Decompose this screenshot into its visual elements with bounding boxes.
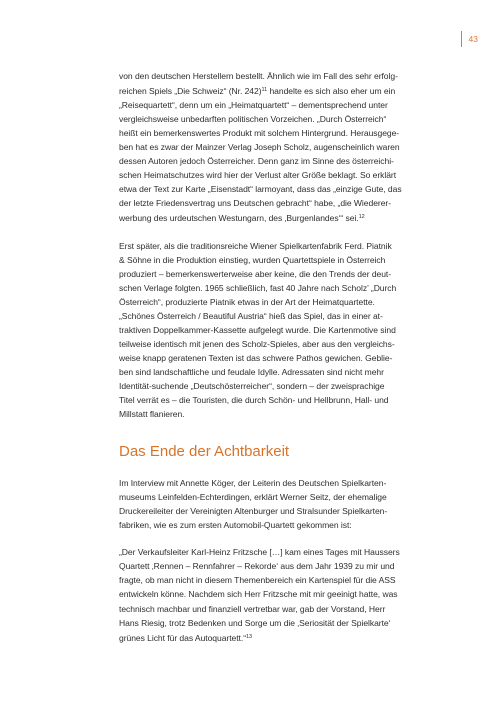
paragraph-2 [119, 239, 464, 422]
text-line: heißt ein bemerkenswertes Produkt mit solchem Hintergrund. Herausgege- [119, 128, 400, 139]
text-line: Millstatt flanieren. [119, 409, 185, 420]
text-line: Österreich“, produzierte Piatnik etwas in der Art der Heimatquartette. [119, 296, 375, 307]
text-column [119, 69, 464, 645]
section-heading: Das Ende der Achtbarkeit [119, 443, 290, 461]
text-line: Im Interview mit Annette Köger, der Leiterin des Deutschen Spielkarten- [119, 478, 387, 489]
text-line: Quartett ‚Rennen – Rennfahrer – Rekorde‘ aus dem Jahr 1939 zu mir und [119, 561, 395, 572]
text-line: „Reisequartett“, denn um ein „Heimatquartett“ – dementsprechend unter [119, 100, 388, 111]
quote-paragraph [119, 545, 464, 644]
text-line: ben sind landschaftliche und feudale Idylle. Adressaten sind nicht mehr [119, 366, 384, 377]
text-line: grünes Licht für das Autoquartett.“ [119, 632, 247, 643]
text-line: werbung des urdeutschen Westungarn, des ‚Burgenlandes‘“ sei. [119, 213, 359, 224]
text-line: „Schönes Österreich / Beautiful Austria“ hieß das Spiel, das in einer at- [119, 310, 383, 321]
footnote-ref[interactable]: 13 [246, 633, 253, 640]
text-line: fabriken, wie es zum ersten Automobil-Quartett gekommen ist: [119, 520, 352, 531]
text-line: dessen Autoren jedoch Österreicher. Denn ganz im Sinne des österreichi- [119, 156, 394, 167]
text-line: reichen Spiels „Die Schweiz“ (Nr. 242) [119, 86, 262, 97]
text-line: von den deutschen Herstellern bestellt. Ähnlich wie im Fall des sehr erfolg- [119, 71, 398, 81]
text-line: traktiven Doppelkammer-Kassette aufgelegt wurde. Die Kartenmotive sind [119, 324, 396, 335]
text-line: schen Verlage folgten. 1965 schließlich, fast 40 Jahre nach Scholz’ „Durch [119, 282, 397, 293]
text-line: museums Leinfelden-Echterdingen, erklärt Werner Seitz, der ehemalige [119, 492, 387, 503]
paragraph-3 [119, 476, 464, 532]
text-line: weise knapp geratenen Texten ist das schwere Pathos gewichen. Geblie- [119, 352, 393, 363]
text-line: Identität-suchende „Deutschösterreicher“, sondern – der zweisprachige [119, 380, 385, 391]
footnote-ref[interactable]: 11 [261, 87, 268, 94]
text-line: technisch machbar und finanziell vertretbar war, gab der Vorstand, Herr [119, 603, 386, 614]
text-line: entwickeln könne. Nachdem sich Herr Fritzsche mit mir geeinigt hatte, was [119, 589, 398, 600]
text-line: Erst später, als die traditionsreiche Wiener Spielkartenfabrik Ferd. Piatnik [119, 240, 392, 251]
page-number: 43 [461, 31, 478, 47]
text-line: fragte, ob man nicht in diesem Themenbereich ein Kartenspiel für die ASS [119, 575, 396, 586]
text-line: produziert – bemerkenswerterweise aber keine, die den Trends der deut- [119, 268, 392, 279]
text-line: & Söhne in die Produktion einstieg, wurden Quartettspiele in Österreich [119, 254, 386, 265]
text-line: „Der Verkaufsleiter Karl-Heinz Fritzsche […] kam eines Tages mit Haussers [119, 547, 400, 558]
text-line: vergleichsweise unbedarften politischen Vorzeichen. „Durch Österreich“ [119, 114, 387, 125]
text-line: teilweise identisch mit jenen des Scholz-Spieles, aber aus den vergleichs- [119, 338, 395, 349]
footnote-ref[interactable]: 12 [358, 214, 365, 221]
text-line: Hans Riesig, trotz Bedenken und Sorge um die ‚Seriosität der Spielkarte‘ [119, 617, 391, 628]
text-line: der letzte Friedensvertrag uns Deutschen gebracht“ habe, „die Wiederer- [119, 198, 391, 209]
paragraph-1 [119, 69, 464, 226]
text-line: Druckereileiter der Vereinigten Altenburger und Stralsunder Spielkarten- [119, 506, 388, 517]
text-line: etwa der Text zur Karte „Eisenstadt“ larmoyant, dass das „einzige Gute, das [119, 184, 402, 195]
text-line: handelte es sich also eher um ein [267, 86, 396, 97]
text-line: Titel verrät es – die Touristen, die durch Schön- und Hellbrunn, Hall- und [119, 395, 389, 406]
text-line: schen Heimatschutzes wird hier der Verlust alter Größe beklagt. So erklärt [119, 170, 397, 181]
text-line: ben hat es zwar der Mainzer Verlag Joseph Scholz, augenscheinlich waren [119, 142, 400, 153]
